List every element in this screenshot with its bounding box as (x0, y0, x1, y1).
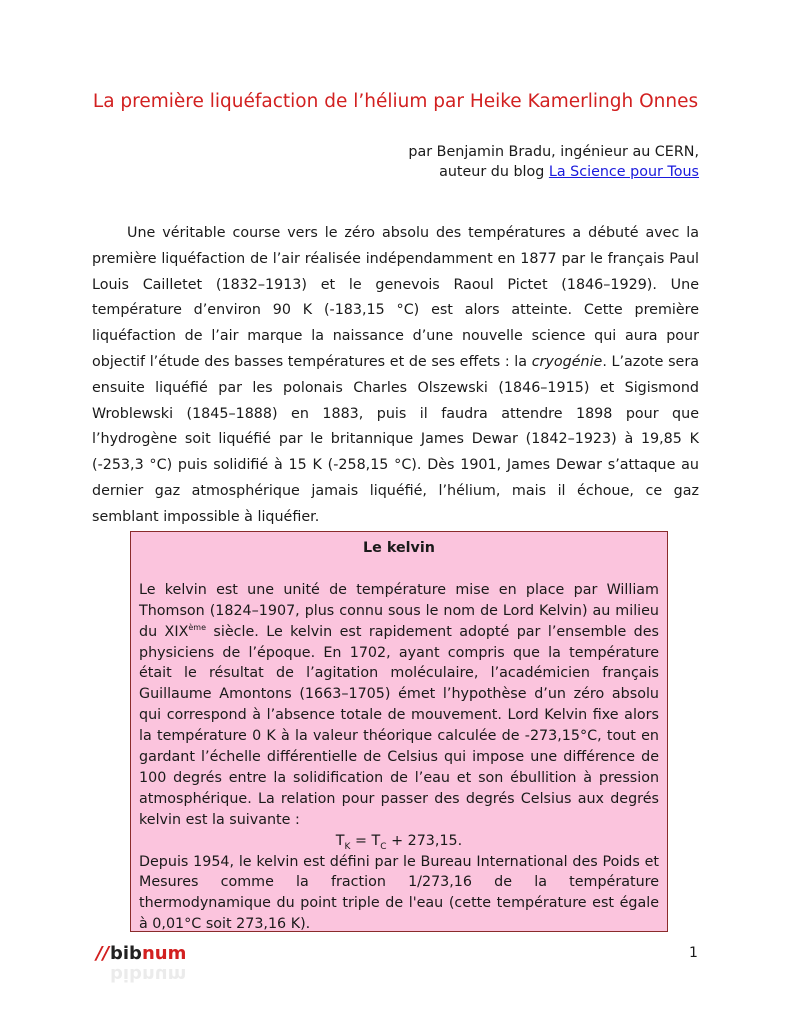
bibnum-logo-mark-icon: // (96, 943, 110, 964)
byline-blog-prefix: auteur du blog (439, 164, 549, 180)
kelvin-superscript: ème (188, 622, 206, 632)
bibnum-logo-reflection: bibnum (110, 964, 187, 985)
byline-blog (408, 162, 699, 182)
byline-author: par Benjamin Bradu, ingénieur au CERN, (408, 144, 699, 160)
page-number: 1 (689, 945, 698, 961)
formula-mid: = T (350, 832, 381, 849)
document-title: La première liquéfaction de l’hélium par Heike Kamerlingh Onnes (92, 91, 699, 112)
blog-link[interactable]: La Science pour Tous (548, 164, 699, 180)
intro-paragraph (92, 221, 699, 531)
kelvin-sidebar-box (130, 531, 668, 932)
bibnum-logo-word: bibnum (110, 943, 187, 964)
kelvin-box-title: Le kelvin (363, 540, 435, 556)
intro-text-b: . L’azote sera ensuite liquéfié par les polonais Charles Olszewski (1846–1915) et Sigismond Wroblewski (1845–1888) en 1883, puis il faudra attendre 1898 pour que l’hydrogène soit liquéfié par le britannique James Dewar (1842–1923) à 19,85 K (-253,3 °C) puis solidifié à 15 K (-258,15 °C). Dès 1901, James Dewar s’attaque au dernier gaz atmosphérique jamais liquéfié, l’hélium, mais il échoue, ce gaz semblant impossible à liquéfier. (92, 353, 699, 525)
byline (408, 142, 699, 182)
formula-sub-c: C (380, 841, 387, 852)
kelvin-paragraph (139, 580, 659, 831)
intro-text-a: Une véritable course vers le zéro absolu des températures a débuté avec la première liquéfaction de l’air réalisée indépendamment en 1877 par le français Paul Louis Cailletet (1832–1913) et le genevois Raoul Pictet (1846–1929). Une température d’environ 90 K (-183,15 °C) est alors atteinte. Cette première liquéfaction de l’air marque la naissance d’une nouvelle science qui aura pour objectif l’étude des basses températures et de ses effets : la (92, 225, 699, 370)
kelvin-text-b: siècle. Le kelvin est rapidement adopté par l’ensemble des physiciens de l’époque. En 1702, ayant compris que la température était le résultat de l’agitation moléculaire, l’académicien français Guillaume Amontons (1663–1705) émet l’hypothèse d’un zéro absolu qui correspond à l’absence totale de mouvement. Lord Kelvin fixe alors la température 0 K à la valeur théorique calculée de -273,15°C, tout en gardant l’échelle différentielle de Celsius qui impose une différence de 100 degrés entre la solidification de l’eau et son ébullition à pression atmosphérique. La relation pour passer des degrés Celsius aux degrés kelvin est la suivante : (139, 623, 659, 828)
bibnum-logo (96, 942, 187, 985)
intro-emphasis: cryogénie (531, 353, 603, 370)
kelvin-definition-paragraph: Depuis 1954, le kelvin est défini par le Bureau International des Poids et Mesures comme la fraction 1/273,16 de la température thermodynamique du point triple de l'eau (cette température est égale à 0,01°C soit 273,16 K). (139, 853, 659, 933)
formula-sub-k: K (344, 841, 351, 852)
kelvin-formula (139, 831, 659, 852)
kelvin-text-a: Le kelvin est une unité de température mise en place par William Thomson (1824–1907, plus connu sous le nom de Lord Kelvin) au milieu du XIX (139, 581, 659, 640)
formula-end: + 273,15. (386, 832, 463, 849)
formula-t1: T (335, 832, 345, 849)
